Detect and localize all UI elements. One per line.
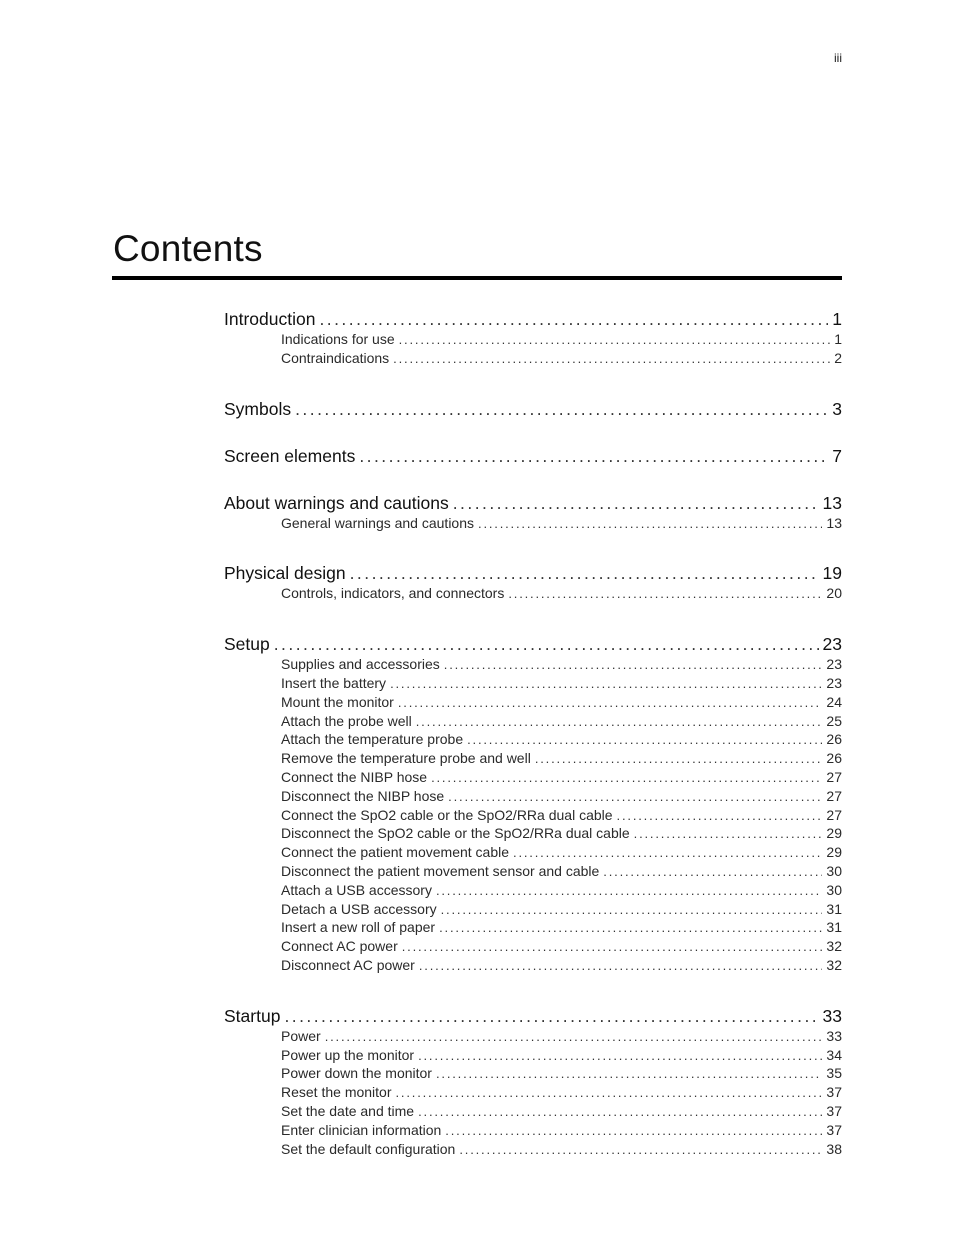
dot-leader (418, 1104, 822, 1119)
toc-subentry[interactable] (281, 694, 842, 710)
toc-subentry-label: Insert a new roll of paper (281, 919, 436, 936)
toc-subentry-page: 31 (826, 919, 842, 936)
dot-leader (448, 789, 822, 804)
toc-subentry-label: Remove the temperature probe and well (281, 750, 531, 767)
toc-section-label: About warnings and cautions (224, 492, 449, 513)
dot-leader (535, 751, 823, 766)
dot-leader (439, 920, 822, 935)
toc-subentry-label: Detach a USB accessory (281, 900, 437, 917)
toc-subentry-label: Connect AC power (281, 938, 398, 955)
toc-section-page: 33 (822, 1005, 842, 1026)
toc-subentry-page: 27 (826, 806, 842, 823)
toc-section-label: Setup (224, 634, 270, 655)
toc-subentry[interactable] (281, 656, 842, 672)
toc-subentry-label: Connect the NIBP hose (281, 769, 428, 785)
toc-subentry-page: 33 (826, 1027, 842, 1044)
toc-subentry[interactable] (281, 825, 842, 841)
toc-subentry-label: General warnings and cautions (281, 514, 475, 531)
toc-subentry-page: 27 (826, 787, 842, 804)
toc-subentry[interactable] (281, 1103, 842, 1119)
dot-leader (459, 1142, 822, 1157)
toc-subentry[interactable] (281, 957, 842, 973)
dot-leader (319, 309, 828, 330)
toc-subentry[interactable] (281, 331, 842, 347)
page-title: Contents (113, 228, 263, 269)
toc-section-page: 13 (822, 492, 842, 513)
toc-subentry[interactable] (281, 515, 842, 531)
dot-leader (431, 770, 822, 785)
toc-subentry-page: 2 (834, 349, 842, 366)
toc-subentry-label: Connect the SpO2 cable or the SpO2/RRa dual cable (281, 806, 613, 823)
toc-subentry-label: Set the default configuration (281, 1140, 456, 1157)
toc-subentry[interactable] (281, 1084, 842, 1100)
dot-leader (359, 446, 828, 467)
dot-leader (274, 634, 819, 655)
dot-leader (399, 332, 831, 347)
toc-subentry[interactable] (281, 882, 842, 898)
toc-subentry-label: Mount the monitor (281, 693, 394, 710)
toc-subentry-label: Attach a USB accessory (281, 881, 432, 898)
toc-subentry[interactable] (281, 675, 842, 691)
toc-subentry[interactable] (281, 713, 842, 729)
toc-section-entry[interactable] (224, 563, 842, 584)
toc-subentry-page: 1 (834, 331, 842, 347)
toc-subentry[interactable] (281, 938, 842, 954)
toc-section-entry[interactable] (224, 1006, 842, 1027)
toc-section-entry[interactable] (224, 399, 842, 420)
toc-subentry-page: 13 (826, 514, 842, 531)
toc-subentry-label: Reset the monitor (281, 1084, 392, 1101)
toc-subentry-label: Supplies and accessories (281, 656, 440, 673)
dot-leader (478, 516, 822, 531)
dot-leader (416, 714, 823, 729)
toc-section-label: Introduction (224, 309, 316, 329)
toc-subentry-label: Enter clinician information (281, 1121, 442, 1138)
toc-subentry-page: 20 (826, 585, 842, 602)
toc-subentry[interactable] (281, 788, 842, 804)
toc-subentry-page: 26 (826, 750, 842, 767)
toc-section-label: Screen elements (224, 445, 356, 466)
dot-leader (398, 695, 823, 710)
dot-leader (445, 1123, 822, 1138)
toc-subentry-label: Connect the patient movement cable (281, 844, 510, 861)
toc-subentry-label: Disconnect the SpO2 cable or the SpO2/RRa dual cable (281, 825, 630, 842)
toc-subentry-page: 31 (826, 900, 842, 917)
toc-section-page: 1 (832, 309, 842, 329)
dot-leader (390, 676, 822, 691)
dot-leader (418, 1048, 822, 1063)
toc-subentry-page: 30 (826, 863, 842, 879)
toc-subentry[interactable] (281, 1141, 842, 1157)
toc-subentry-label: Disconnect AC power (281, 957, 415, 973)
dot-leader (467, 732, 822, 747)
title-rule (112, 276, 842, 280)
dot-leader (453, 493, 819, 514)
dot-leader (325, 1029, 823, 1044)
toc-subentry-page: 38 (826, 1140, 842, 1157)
toc-subentry-label: Power (281, 1027, 321, 1044)
toc-section-entry[interactable] (224, 309, 842, 330)
dot-leader (603, 864, 822, 879)
dot-leader (436, 1066, 822, 1081)
toc-subentry-page: 35 (826, 1065, 842, 1082)
dot-leader (634, 826, 823, 841)
toc-subentry-label: Controls, indicators, and connectors (281, 585, 505, 602)
toc-subentry-label: Insert the battery (281, 675, 387, 691)
dot-leader (402, 939, 823, 954)
toc-subentry-page: 23 (826, 675, 842, 691)
dot-leader (617, 808, 823, 823)
toc-subentry-label: Power down the monitor (281, 1065, 432, 1082)
dot-leader (436, 883, 822, 898)
toc-section-label: Symbols (224, 398, 292, 419)
toc-subentry-page: 34 (826, 1046, 842, 1063)
toc-subentry[interactable] (281, 844, 842, 860)
toc-subentry[interactable] (281, 1047, 842, 1063)
toc-subentry-page: 37 (826, 1084, 842, 1101)
toc-subentry-page: 30 (826, 881, 842, 898)
toc-subentry[interactable] (281, 750, 842, 766)
toc-subentry-page: 25 (826, 712, 842, 729)
toc-section-label: Startup (224, 1005, 281, 1026)
toc-subentry-page: 32 (826, 957, 842, 973)
toc-subentry-label: Indications for use (281, 331, 395, 347)
toc-subentry[interactable] (281, 585, 842, 601)
dot-leader (441, 902, 823, 917)
toc-subentry[interactable] (281, 1065, 842, 1081)
toc-subentry[interactable] (281, 807, 842, 823)
toc-subentry-label: Disconnect the patient movement sensor and cable (281, 863, 600, 879)
toc-subentry[interactable] (281, 769, 842, 785)
toc-subentry[interactable] (281, 863, 842, 879)
toc-subentry[interactable] (281, 901, 842, 917)
toc-subentry-page: 29 (826, 844, 842, 861)
toc-section-page: 23 (822, 634, 842, 655)
toc-subentry-label: Attach the temperature probe (281, 731, 464, 748)
toc-section-entry[interactable] (224, 446, 842, 467)
dot-leader (444, 657, 823, 672)
toc-subentry[interactable] (281, 919, 842, 935)
toc-section-label: Physical design (224, 563, 346, 584)
dot-leader (284, 1006, 818, 1027)
toc-subentry-page: 37 (826, 1121, 842, 1138)
toc-subentry-page: 27 (826, 769, 842, 785)
dot-leader (508, 586, 822, 601)
toc-subentry-label: Power up the monitor (281, 1046, 415, 1063)
dot-leader (350, 563, 819, 584)
dot-leader (419, 958, 823, 973)
toc-section-entry[interactable] (224, 634, 842, 655)
toc-subentry-label: Disconnect the NIBP hose (281, 787, 445, 804)
toc-subentry-label: Set the date and time (281, 1103, 415, 1119)
toc-subentry-page: 26 (826, 731, 842, 748)
toc-subentry-page: 29 (826, 825, 842, 842)
toc-section-page: 3 (832, 398, 842, 419)
toc-subentry-page: 24 (826, 693, 842, 710)
toc-subentry-page: 37 (826, 1103, 842, 1119)
toc-section-page: 19 (822, 563, 842, 584)
dot-leader (396, 1085, 823, 1100)
toc-subentry[interactable] (281, 731, 842, 747)
toc-section-page: 7 (832, 445, 842, 466)
toc-subentry[interactable] (281, 350, 842, 366)
toc-subentry-page: 32 (826, 938, 842, 955)
toc-subentry[interactable] (281, 1028, 842, 1044)
toc-subentry-label: Contraindications (281, 349, 390, 366)
dot-leader (513, 845, 822, 860)
toc-section-entry[interactable] (224, 493, 842, 514)
page-number: iii (834, 51, 842, 65)
toc-subentry[interactable] (281, 1122, 842, 1138)
dot-leader (295, 399, 828, 420)
toc-subentry-page: 23 (826, 656, 842, 673)
toc-subentry-label: Attach the probe well (281, 712, 412, 729)
dot-leader (393, 351, 830, 366)
